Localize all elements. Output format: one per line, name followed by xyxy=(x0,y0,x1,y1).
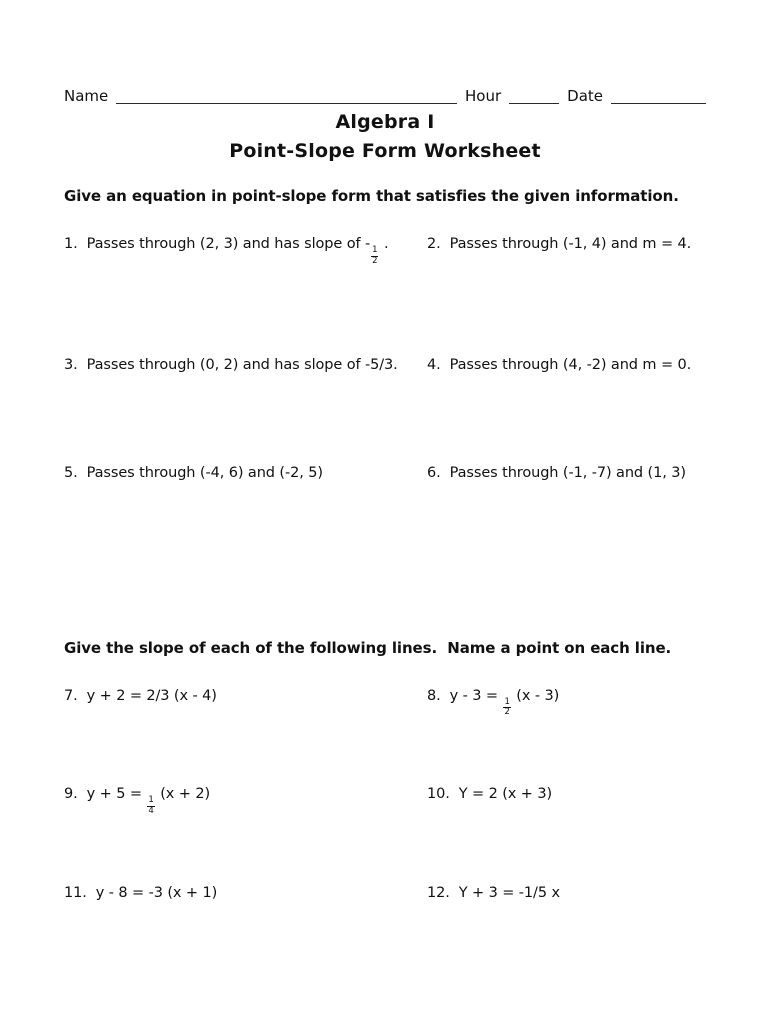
problem-text: Passes through (4, -2) and m = 0. xyxy=(449,356,692,373)
problem-5 xyxy=(64,463,427,483)
problem-text: y + 5 = xyxy=(86,786,147,803)
date-blank-line xyxy=(611,90,706,104)
problem-text: Y = 2 (x + 3) xyxy=(458,786,553,803)
problem-text: Passes through (0, 2) and has slope of -5/3. xyxy=(86,356,398,373)
problem-number: 12. xyxy=(427,884,450,901)
problem-number: 6. xyxy=(427,464,441,481)
problem-10 xyxy=(427,784,706,817)
fraction-numerator: 1 xyxy=(504,696,510,707)
fraction-denominator: 4 xyxy=(148,805,154,816)
problem-text: Passes through (2, 3) and has slope of - xyxy=(86,236,371,252)
worksheet-title: Point-Slope Form Worksheet xyxy=(229,140,541,162)
name-blank-line xyxy=(116,90,457,104)
problem-8 xyxy=(427,686,706,719)
problem-6 xyxy=(427,463,706,483)
fraction xyxy=(503,698,510,719)
fraction xyxy=(371,246,378,267)
fraction-denominator: 2 xyxy=(372,255,378,266)
problem-text: Passes through (-4, 6) and (-2, 5) xyxy=(86,464,323,481)
problem-11 xyxy=(64,883,427,903)
problem-number: 7. xyxy=(64,687,78,704)
problem-number: 4. xyxy=(427,356,441,373)
problem-9 xyxy=(64,784,427,817)
section2-instruction: Give the slope of each of the following lines. Name a point on each line. xyxy=(64,638,672,657)
problem-2 xyxy=(427,234,706,267)
fraction xyxy=(147,796,154,817)
date-label: Date xyxy=(567,87,603,105)
problem-text: y - 3 = xyxy=(449,687,503,704)
problem-number: 11. xyxy=(64,884,87,901)
section2-problems xyxy=(64,686,706,903)
problem-text: (x - 3) xyxy=(511,687,560,704)
problem-1 xyxy=(64,234,427,267)
name-hour-date-row xyxy=(64,86,706,106)
problem-12 xyxy=(427,883,706,903)
problem-text: Passes through (-1, -7) and (1, 3) xyxy=(449,464,686,481)
hour-blank-line xyxy=(509,90,559,104)
fraction-denominator: 2 xyxy=(504,707,510,718)
problem-text: Y + 3 = -1/5 x xyxy=(458,884,560,901)
problem-number: 9. xyxy=(64,786,78,803)
fraction-numerator: 1 xyxy=(148,795,154,806)
section1-instruction: Give an equation in point-slope form that satisfies the given information. xyxy=(64,187,679,205)
problem-number: 10. xyxy=(427,786,450,803)
name-label: Name xyxy=(64,87,109,105)
problem-text: y - 8 = -3 (x + 1) xyxy=(95,884,218,901)
problem-4 xyxy=(427,355,706,375)
problem-number: 8. xyxy=(427,687,441,704)
section1-problems xyxy=(64,234,706,483)
fraction-numerator: 1 xyxy=(372,245,378,255)
problem-text: Passes through (-1, 4) and m = 4. xyxy=(449,236,692,252)
problem-3 xyxy=(64,355,427,375)
problem-text: y + 2 = 2/3 (x - 4) xyxy=(86,687,217,704)
problem-7 xyxy=(64,686,427,719)
problem-number: 2. xyxy=(427,236,441,252)
problem-number: 1. xyxy=(64,236,78,252)
problem-text: . xyxy=(379,236,389,252)
problem-number: 5. xyxy=(64,464,78,481)
course-title: Algebra I xyxy=(335,111,435,133)
problem-number: 3. xyxy=(64,356,78,373)
hour-label: Hour xyxy=(465,87,502,105)
problem-text: (x + 2) xyxy=(155,786,211,803)
